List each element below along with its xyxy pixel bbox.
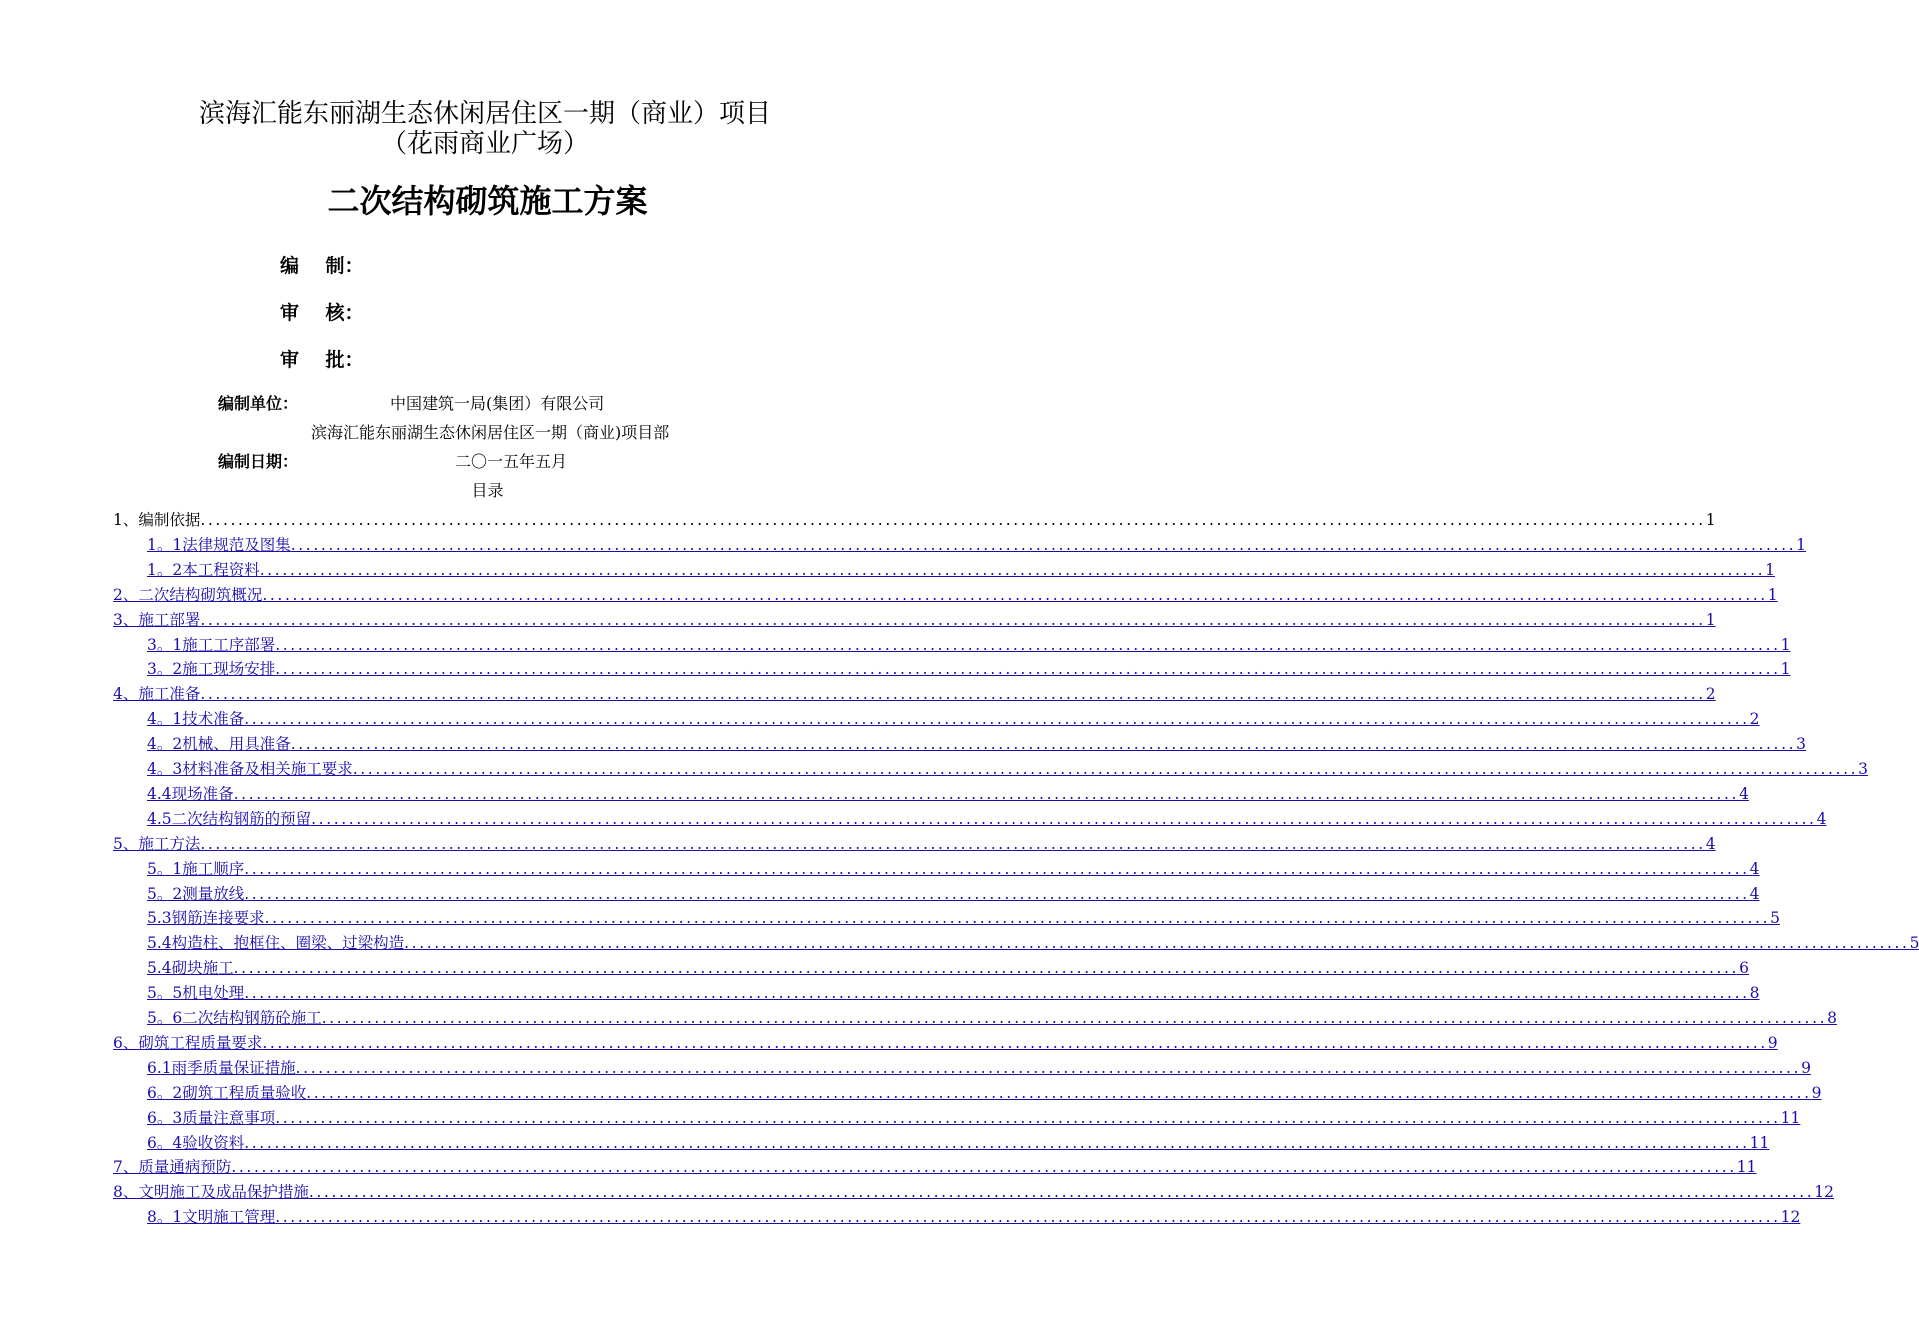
toc-entry-page: 5 bbox=[1770, 909, 1780, 928]
toc-entry[interactable] bbox=[113, 584, 1778, 606]
toc-entry-page: 1 bbox=[1705, 610, 1716, 629]
toc-dot-leader: ........................................................................................................................................................................................................ bbox=[233, 959, 1740, 978]
toc-entry-page: 1 bbox=[1767, 585, 1778, 604]
project-title-line2: （花雨商业广场） bbox=[380, 129, 589, 159]
toc-dot-leader: ........................................................................................................................................................................................................ bbox=[262, 585, 1768, 604]
toc-entry-page: 11 bbox=[1749, 1133, 1770, 1152]
toc-dot-leader: ........................................................................................................................................................................................................ bbox=[295, 1058, 1802, 1077]
toc-entry-title: 3。1施工工序部署 bbox=[147, 635, 276, 654]
toc-entry-page: 4 bbox=[1749, 859, 1760, 878]
toc-entry-title: 6。3质量注意事项 bbox=[147, 1108, 276, 1127]
prepared-unit-label: 编制单位： bbox=[218, 394, 299, 413]
toc-entry-title: 5.4砌块施工 bbox=[147, 959, 234, 978]
toc-dot-leader: ........................................................................................................................................................................................................ bbox=[264, 909, 1771, 928]
toc-entry[interactable] bbox=[147, 932, 1919, 954]
toc-entry-page: 4 bbox=[1739, 784, 1749, 803]
toc-entry-page: 4 bbox=[1816, 809, 1827, 828]
toc-entry-page: 5 bbox=[1909, 934, 1919, 953]
toc-entry[interactable] bbox=[147, 907, 1780, 929]
toc-dot-leader: ........................................................................................................................................................................................................ bbox=[200, 834, 1706, 853]
toc-entry-page: 9 bbox=[1811, 1083, 1822, 1102]
toc-entry-page: 1 bbox=[1780, 660, 1791, 679]
toc-entry-title: 5。1施工顺序 bbox=[147, 859, 245, 878]
toc-entry-page: 4 bbox=[1705, 834, 1716, 853]
toc-dot-leader: ........................................................................................................................................................................................................ bbox=[244, 859, 1750, 878]
prepared-date-label: 编制日期： bbox=[218, 452, 299, 471]
toc-entry-title: 4。3材料准备及相关施工要求 bbox=[147, 760, 353, 778]
toc-entry-page: 6 bbox=[1739, 959, 1749, 978]
toc-entry-title: 5.3钢筋连接要求 bbox=[147, 909, 265, 928]
toc-dot-leader: ........................................................................................................................................................................................................ bbox=[308, 1183, 1815, 1202]
toc-entry[interactable] bbox=[147, 982, 1760, 1004]
toc-entry[interactable] bbox=[113, 609, 1716, 631]
toc-entry[interactable] bbox=[113, 833, 1716, 855]
toc-dot-leader: ........................................................................................................................................................................................................ bbox=[311, 809, 1817, 828]
prepared-unit-line2: 滨海汇能东丽湖生态休闲居住区一期（商业)项目部 bbox=[311, 423, 670, 442]
toc-dot-leader: ........................................................................................................................................................................................................ bbox=[244, 884, 1750, 903]
toc-entry-title: 6、砌筑工程质量要求 bbox=[113, 1033, 263, 1052]
toc-entry[interactable] bbox=[113, 1156, 1757, 1178]
toc-entry[interactable] bbox=[147, 658, 1791, 680]
toc-entry[interactable] bbox=[147, 534, 1807, 556]
toc-entry-page: 11 bbox=[1780, 1108, 1801, 1127]
toc-entry bbox=[113, 509, 1716, 531]
toc-entry[interactable] bbox=[147, 1206, 1801, 1228]
toc-entry-page: 4 bbox=[1749, 884, 1760, 903]
toc-entry[interactable] bbox=[147, 1107, 1801, 1129]
toc-dot-leader: ........................................................................................................................................................................................................ bbox=[404, 934, 1910, 953]
toc-entry-title: 4.5二次结构钢筋的预留 bbox=[147, 809, 312, 828]
toc-dot-leader: ........................................................................................................................................................................................................ bbox=[275, 660, 1781, 679]
toc-entry-page: 3 bbox=[1796, 735, 1807, 754]
reviewed-by-label: 审 核： bbox=[280, 302, 364, 324]
toc-entry-title: 5。5机电处理 bbox=[147, 984, 245, 1003]
toc-title: 目录 bbox=[471, 481, 504, 500]
toc-dot-leader: ........................................................................................................................................................................................................ bbox=[290, 535, 1797, 554]
toc-entry[interactable] bbox=[147, 634, 1791, 656]
toc-entry[interactable] bbox=[147, 957, 1749, 979]
toc-dot-leader: ........................................................................................................................................................................................................ bbox=[352, 760, 1859, 778]
toc-entry-page: 1 bbox=[1765, 560, 1776, 579]
toc-entry[interactable] bbox=[147, 1082, 1822, 1104]
toc-entry-title: 1、编制依据 bbox=[113, 511, 201, 529]
toc-entry[interactable] bbox=[113, 1181, 1835, 1203]
toc-entry-title: 5.4构造柱、抱框住、圈梁、过梁构造 bbox=[147, 934, 405, 953]
toc-entry-page: 9 bbox=[1801, 1058, 1811, 1077]
toc-dot-leader: ........................................................................................................................................................................................................ bbox=[262, 1033, 1768, 1052]
toc-dot-leader: ........................................................................................................................................................................................................ bbox=[275, 635, 1781, 654]
toc-entry-title: 4.4现场准备 bbox=[147, 784, 234, 803]
prepared-by-label: 编 制： bbox=[280, 255, 364, 277]
toc-dot-leader: ........................................................................................................................................................................................................ bbox=[200, 610, 1706, 629]
project-title-line1: 滨海汇能东丽湖生态休闲居住区一期（商业）项目 bbox=[198, 99, 771, 129]
prepared-date-value: 二〇一五年五月 bbox=[455, 452, 568, 471]
toc-entry[interactable] bbox=[147, 883, 1760, 905]
toc-dot-leader: ........................................................................................................................................................................................................ bbox=[200, 685, 1706, 704]
toc-entry[interactable] bbox=[147, 783, 1749, 805]
toc-entry-page: 2 bbox=[1749, 710, 1760, 729]
toc-entry-page: 2 bbox=[1705, 685, 1716, 704]
toc-entry-title: 6.1雨季质量保证措施 bbox=[147, 1058, 296, 1077]
toc-entry[interactable] bbox=[147, 858, 1760, 880]
toc-entry[interactable] bbox=[147, 559, 1776, 581]
toc-entry-page: 9 bbox=[1767, 1033, 1778, 1052]
toc-entry-title: 6。2砌筑工程质量验收 bbox=[147, 1083, 307, 1102]
toc-entry-title: 4。2机械、用具准备 bbox=[147, 735, 291, 754]
toc-entry-title: 5、施工方法 bbox=[113, 834, 201, 853]
toc-dot-leader: ........................................................................................................................................................................................................ bbox=[275, 1108, 1781, 1127]
toc-entry-title: 5。2测量放线 bbox=[147, 884, 245, 903]
toc-entry[interactable] bbox=[147, 1057, 1811, 1079]
toc-dot-leader: ........................................................................................................................................................................................................ bbox=[306, 1083, 1812, 1102]
toc-entry-title: 4。1技术准备 bbox=[147, 710, 245, 729]
toc-entry-title: 7、质量通病预防 bbox=[113, 1158, 232, 1177]
toc-entry[interactable] bbox=[147, 1132, 1770, 1154]
toc-dot-leader: ........................................................................................................................................................................................................ bbox=[244, 984, 1750, 1003]
toc-dot-leader: ........................................................................................................................................................................................................ bbox=[259, 560, 1766, 579]
toc-entry-page: 11 bbox=[1736, 1158, 1757, 1177]
document-title: 二次结构砌筑施工方案 bbox=[327, 182, 648, 220]
toc-dot-leader: ........................................................................................................................................................................................................ bbox=[321, 1009, 1828, 1027]
toc-entry-page: 8 bbox=[1827, 1009, 1838, 1027]
toc-entry-page: 3 bbox=[1858, 760, 1869, 778]
toc-entry-page: 12 bbox=[1780, 1208, 1801, 1227]
toc-dot-leader: ........................................................................................................................................................................................................ bbox=[200, 511, 1706, 529]
prepared-unit-line1: 中国建筑一局(集团）有限公司 bbox=[390, 394, 605, 413]
toc-entry-title: 5。6二次结构钢筋砼施工 bbox=[147, 1009, 322, 1027]
toc-entry[interactable] bbox=[113, 1032, 1778, 1054]
toc-dot-leader: ........................................................................................................................................................................................................ bbox=[244, 1133, 1750, 1152]
toc-entry-title: 1。2本工程资料 bbox=[147, 560, 260, 579]
toc-dot-leader: ........................................................................................................................................................................................................ bbox=[233, 784, 1740, 803]
toc-entry[interactable] bbox=[147, 808, 1827, 830]
toc-entry[interactable] bbox=[113, 683, 1716, 705]
toc-entry-page: 1 bbox=[1705, 511, 1716, 529]
toc-dot-leader: ........................................................................................................................................................................................................ bbox=[231, 1158, 1737, 1177]
toc-entry[interactable] bbox=[147, 1007, 1838, 1029]
toc-dot-leader: ........................................................................................................................................................................................................ bbox=[275, 1208, 1781, 1227]
toc-entry-page: 8 bbox=[1749, 984, 1760, 1003]
toc-entry-title: 3、施工部署 bbox=[113, 610, 201, 629]
approved-by-label: 审 批： bbox=[280, 349, 364, 371]
toc-entry-title: 4、施工准备 bbox=[113, 685, 201, 704]
toc-entry-page: 1 bbox=[1796, 535, 1807, 554]
toc-dot-leader: ........................................................................................................................................................................................................ bbox=[244, 710, 1750, 729]
toc-entry-title: 6。4验收资料 bbox=[147, 1133, 245, 1152]
toc-entry-title: 8。1文明施工管理 bbox=[147, 1208, 276, 1227]
toc-entry-title: 1。1法律规范及图集 bbox=[147, 535, 291, 554]
toc-entry-page: 1 bbox=[1780, 635, 1791, 654]
toc-entry-page: 12 bbox=[1814, 1183, 1835, 1202]
toc-entry-title: 2、二次结构砌筑概况 bbox=[113, 585, 263, 604]
toc-dot-leader: ........................................................................................................................................................................................................ bbox=[290, 735, 1797, 754]
toc-entry[interactable] bbox=[147, 758, 1869, 780]
toc-entry-title: 8、文明施工及成品保护措施 bbox=[113, 1183, 309, 1202]
toc-entry-title: 3。2施工现场安排 bbox=[147, 660, 276, 679]
toc-entry[interactable] bbox=[147, 708, 1760, 730]
toc-entry[interactable] bbox=[147, 733, 1807, 755]
